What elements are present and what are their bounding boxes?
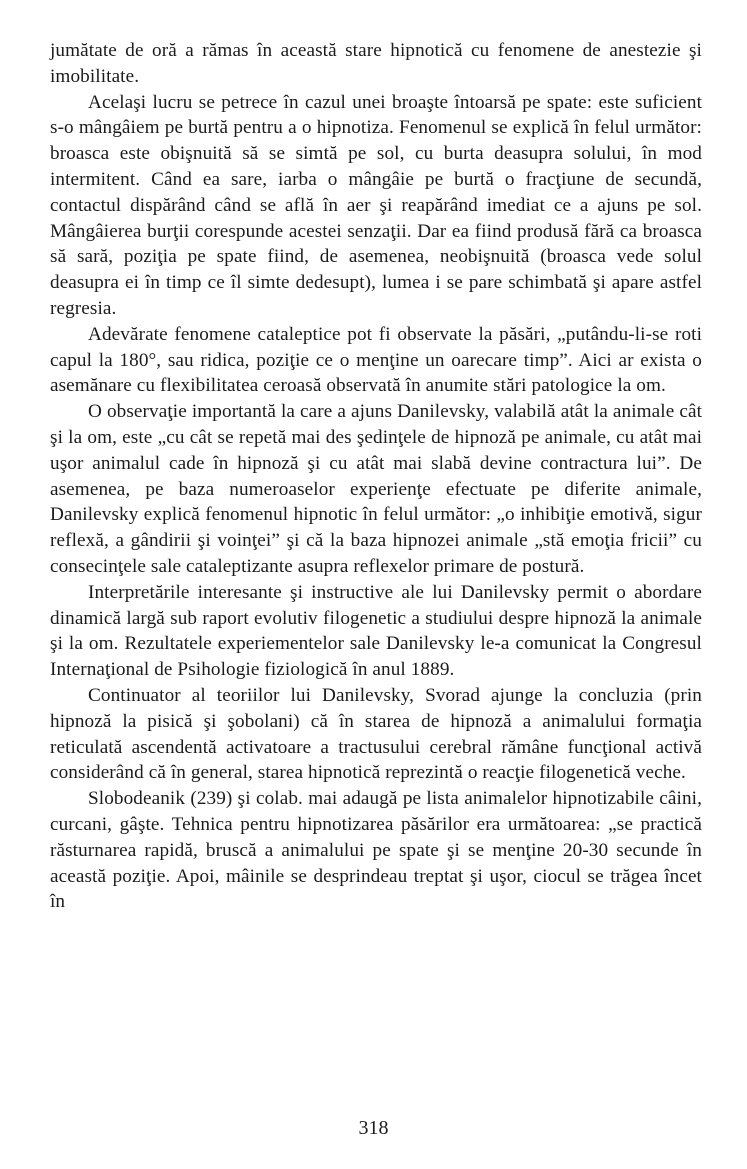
paragraph-6: Continuator al teoriilor lui Danilevsky, Svorad ajunge la concluzia (prin hipnoză la pisică şi şobolani) că în starea de hipnoză a animalului formaţia reticulată ascendentă activatoare a tractusului cerebral rămâne funcţional activă considerând că în general, starea hipnotică reprezintă o reacţie filogenetică veche. [50, 684, 702, 784]
page-number: 318 [358, 1117, 389, 1139]
paragraph-2: Acelaşi lucru se petrece în cazul unei broaşte întoarsă pe spate: este suficient s-o mângâiem pe burtă pentru a o hipnotiza. Fenomenul se explică în felul următor: broasca este obişnuită să se simtă pe sol, cu burta deasupra solului, în mod intermitent. Când ea sare, iarba o mângâie pe burtă o fracţiune de secundă, contactul dispărând când se află în aer şi reapărând imediat ce a ajuns pe sol. Mângâierea burţii corespunde acestei senzaţii. Dar ea fiind produsă fără ca broasca să sară, poziţia pe spate fiind, de asemenea, neobişnuită (broasca vede solul deasupra ei în timp ce îl simte dedesupt), lumea i se pare schimbată şi apare astfel regresia. [50, 91, 702, 319]
paragraph-5: Interpretările interesante şi instructive ale lui Danilevsky permit o abordare dinamică largă sub raport evolutiv filogenetic a studiului despre hipnoză la animale şi la om. Rezultatele experiementelor sale Danilevsky le-a comunicat la Congresul Internaţional de Psihologie fiziologică în anul 1889. [50, 581, 702, 681]
page-body [50, 38, 702, 915]
paragraph-3: Adevărate fenomene cataleptice pot fi observate la păsări, „putându-li-se roti capul la 180°, sau ridica, poziţie ce o menţine un oarecare timp”. Aici ar exista o asemănare cu flexibilitatea ceroasă observată în anumite stări patologice la om. [50, 323, 702, 397]
paragraph-7: Slobodeanik (239) şi colab. mai adaugă pe lista animalelor hipnotizabile câini, curcani, gâşte. Tehnica pentru hipnotizarea păsărilor era următoarea: „se practică răsturnarea rapidă, bruscă a animalului pe spate şi se menţine 20-30 secunde în această poziţie. Apoi, mâinile se desprindeau treptat şi uşor, ciocul se trăgea încet în [50, 788, 702, 913]
paragraph-4: O observaţie importantă la care a ajuns Danilevsky, valabilă atât la animale cât şi la om, este „cu cât se repetă mai des şedinţele de hipnoză pe animale, cu atât mai uşor animalul cade în hipnoză şi cu atât mai slabă devine contractura lui”. De asemenea, pe baza numeroaselor experienţe efectuate pe diferite animale, Danilevsky explică fenomenul hipnotic în felul următor: „o inhibiţie emotivă, sigur reflexă, a gândirii şi voinţei” şi că la baza hipnozei animale „stă emoţia fricii” cu consecinţele sale cataleptizante asupra reflexelor primare de postură. [50, 401, 702, 577]
paragraph-1: jumătate de oră a rămas în această stare hipnotică cu fenomene de anestezie şi imobilitate. [50, 40, 702, 87]
